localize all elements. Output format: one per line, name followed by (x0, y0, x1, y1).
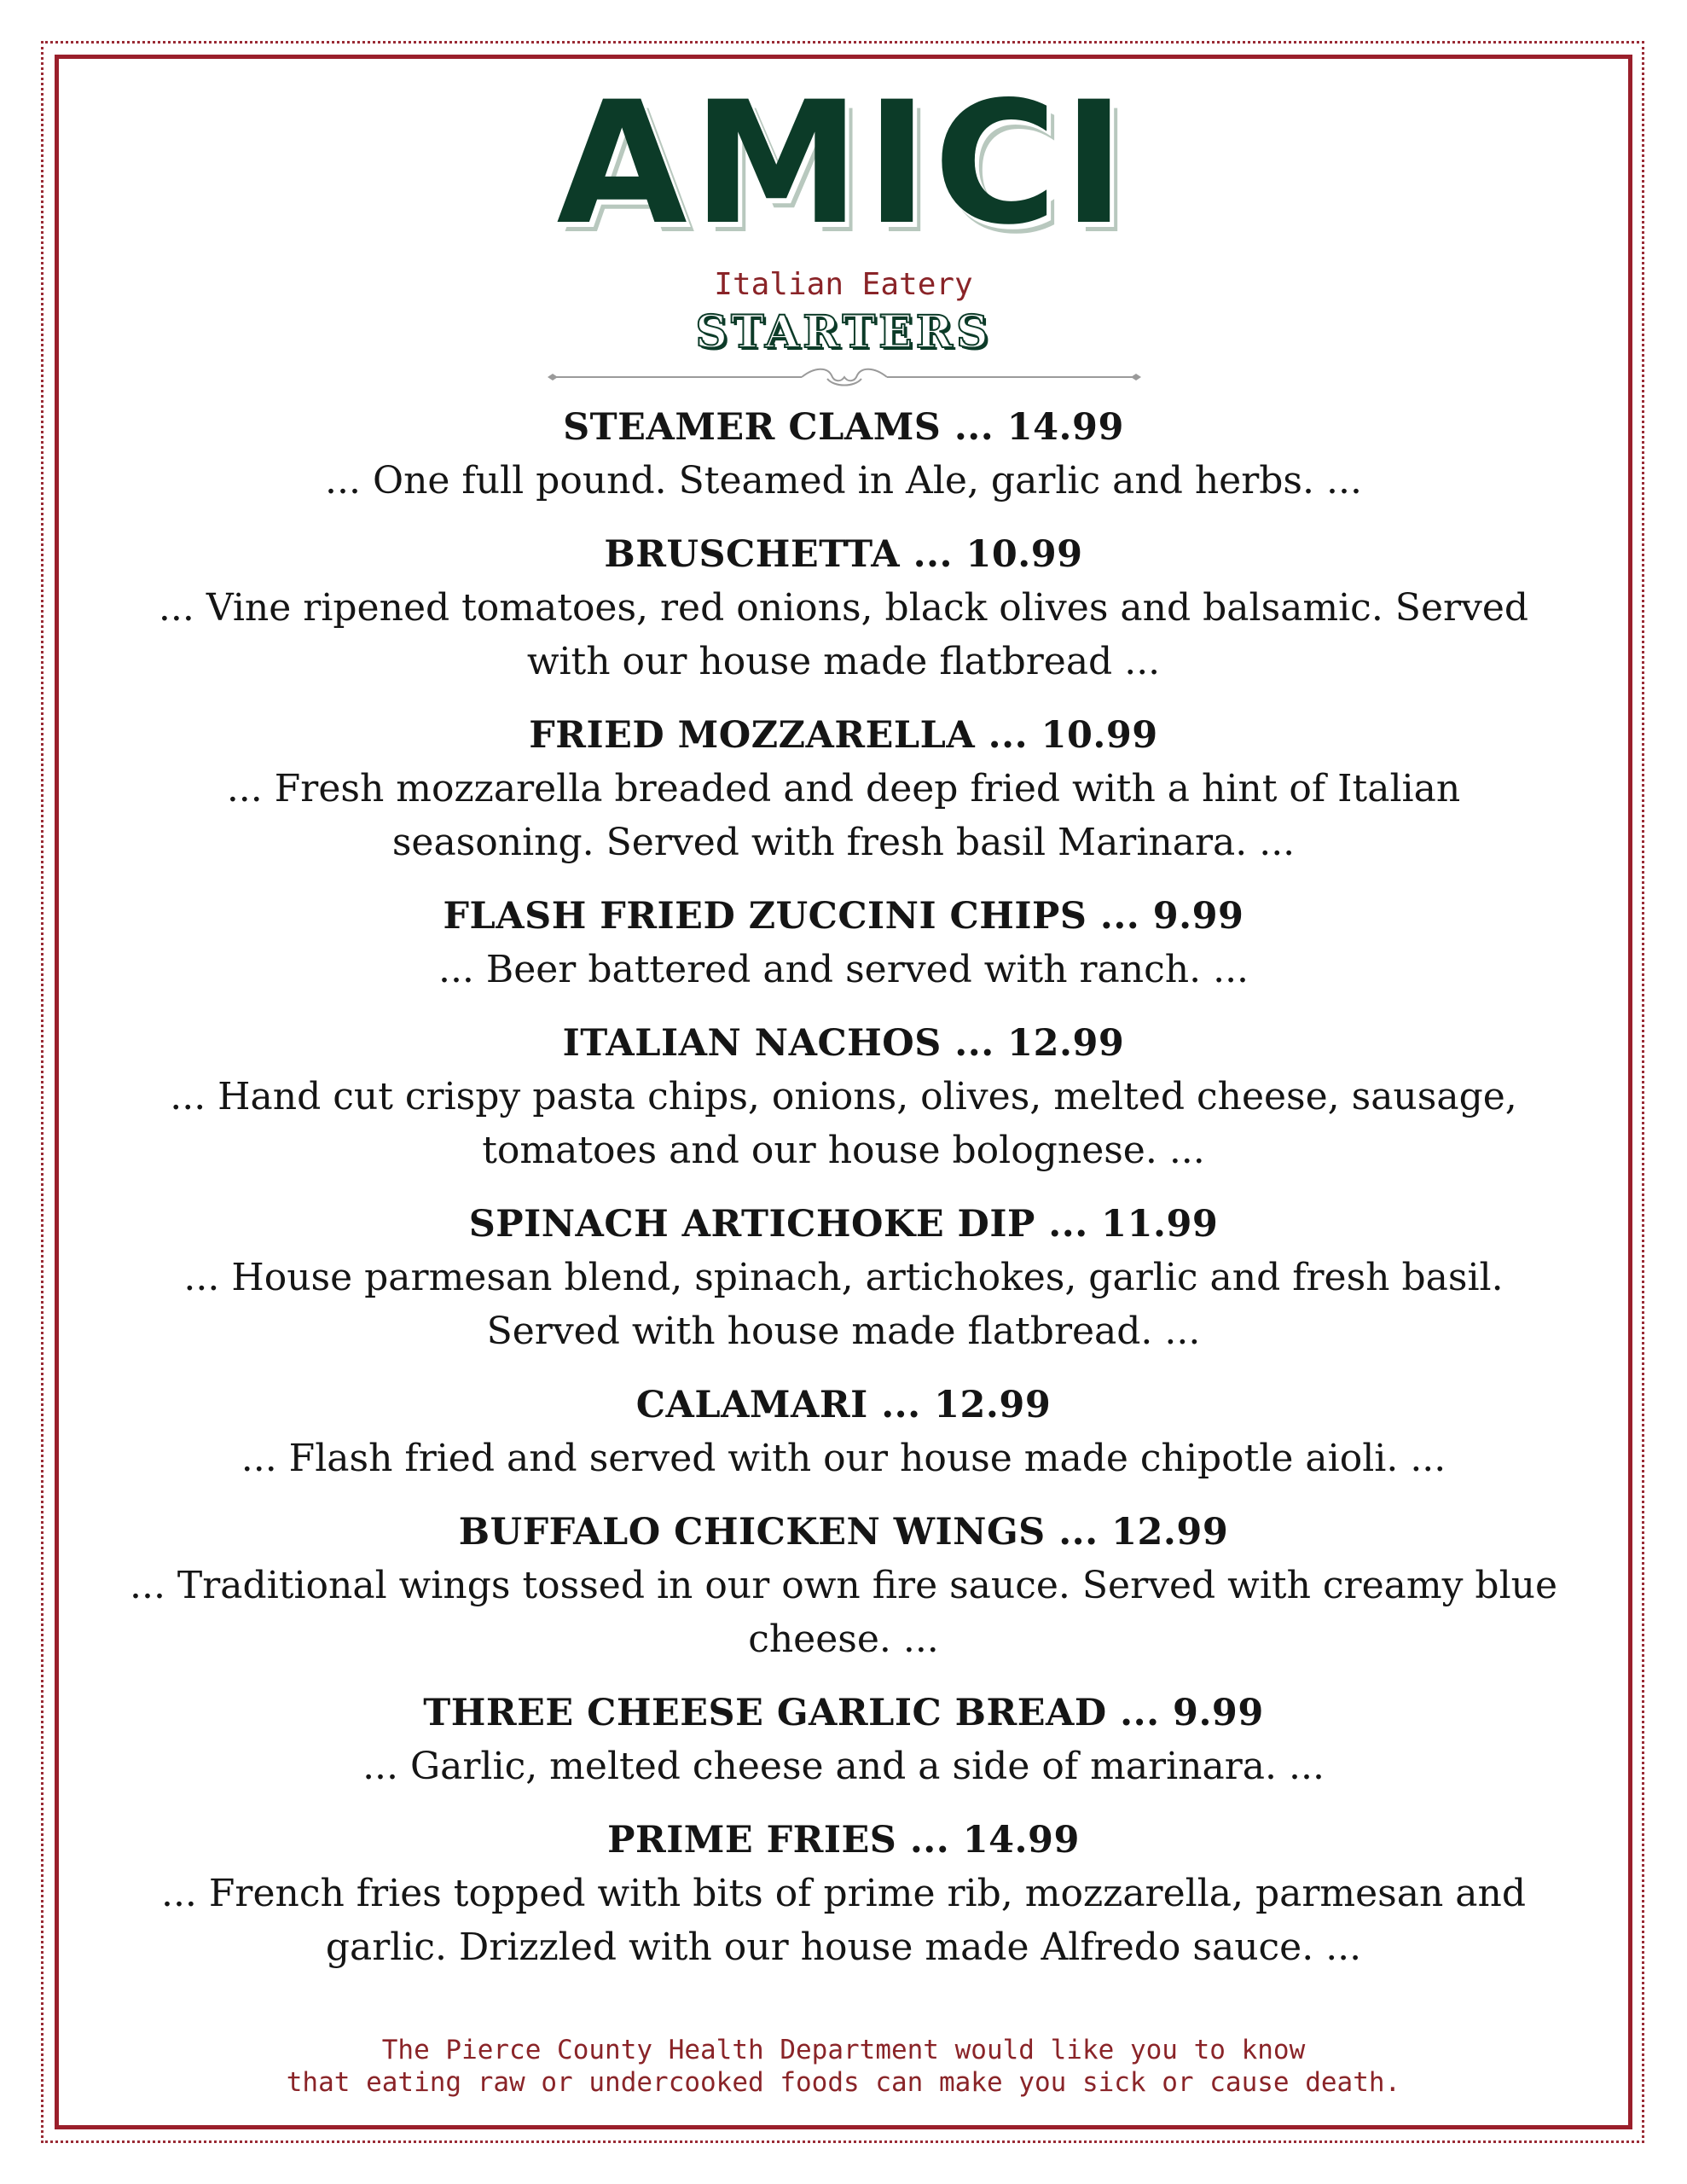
item-description: ... House parmesan blend, spinach, artichokes, garlic and fresh basil. Served with house made flatbread. ... (183, 1256, 1504, 1353)
item-description: ... Beer battered and served with ranch. ... (438, 948, 1249, 991)
item-name: ITALIAN NACHOS ... 12.99 (562, 1022, 1125, 1065)
item-description: ... Hand cut crispy pasta chips, onions, olives, melted cheese, sausage, tomatoes and our house bolognese. ... (170, 1075, 1517, 1172)
item-name: SPINACH ARTICHOKE DIP ... 11.99 (468, 1203, 1219, 1246)
menu-item (128, 401, 1559, 508)
item-description: ... One full pound. Steamed in Ale, garlic and herbs. ... (325, 459, 1362, 502)
item-name: BRUSCHETTA ... 10.99 (604, 533, 1083, 576)
item-name: THREE CHEESE GARLIC BREAD ... 9.99 (423, 1692, 1264, 1734)
item-description: ... Vine ripened tomatoes, red onions, black olives and balsamic. Served with our house made flatbread ... (158, 586, 1529, 683)
menu-item (128, 1814, 1559, 1974)
menu-item (128, 890, 1559, 996)
menu-item (128, 1506, 1559, 1666)
item-description: ... French fries topped with bits of prime rib, mozzarella, parmesan and garlic. Drizzled with our house made Alfredo sauce. ... (160, 1872, 1527, 1969)
item-description: ... Fresh mozzarella breaded and deep fried with a hint of Italian seasoning. Served with fresh basil Marinara. ... (226, 767, 1461, 864)
item-description: ... Traditional wings tossed in our own fire sauce. Served with creamy blue cheese. ... (129, 1564, 1558, 1661)
menu-item (128, 1379, 1559, 1485)
starters-menu (128, 401, 1559, 1974)
health-notice (0, 2034, 1687, 2099)
restaurant-logo: AMICI (556, 65, 1131, 262)
restaurant-subtitle: Italian Eatery (714, 267, 973, 302)
ornament-divider (546, 365, 1143, 389)
item-description: ... Garlic, melted cheese and a side of marinara. ... (362, 1745, 1325, 1788)
health-notice-line1: The Pierce County Health Department would like you to know (381, 2035, 1306, 2065)
item-name: PRIME FRIES ... 14.99 (607, 1819, 1080, 1862)
health-notice-line2: that eating raw or undercooked foods can make you sick or cause death. (286, 2067, 1401, 2098)
item-name: FRIED MOZZARELLA ... 10.99 (529, 714, 1158, 757)
item-name: BUFFALO CHICKEN WINGS ... 12.99 (458, 1511, 1229, 1554)
item-name: CALAMARI ... 12.99 (635, 1384, 1052, 1426)
menu-item (128, 1198, 1559, 1358)
item-description: ... Flash fried and served with our house made chipotle aioli. ... (241, 1437, 1446, 1480)
item-name: FLASH FRIED ZUCCINI CHIPS ... 9.99 (443, 895, 1244, 938)
menu-item (128, 1017, 1559, 1177)
section-title: STARTERS (695, 306, 992, 358)
item-name: STEAMER CLAMS ... 14.99 (563, 406, 1124, 449)
menu-item (128, 709, 1559, 869)
menu-item (128, 1687, 1559, 1793)
menu-item (128, 528, 1559, 688)
